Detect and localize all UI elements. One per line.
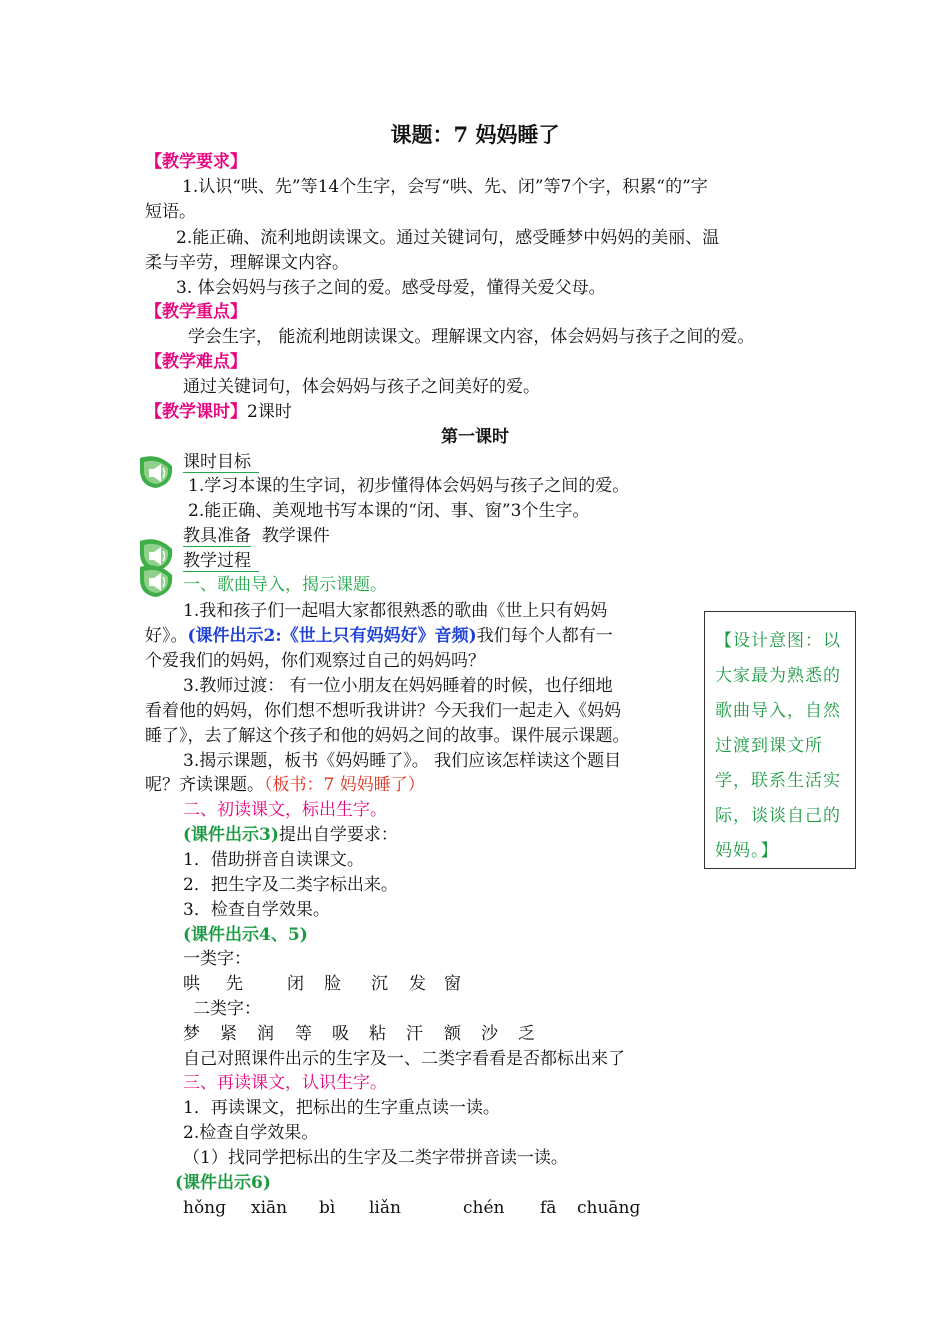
char: 发 bbox=[409, 974, 426, 994]
class-hours bbox=[145, 401, 292, 423]
step-1-para-3: 3.揭示课题，板书《妈妈睡了》。 我们应该怎样读这个题目 bbox=[183, 751, 622, 771]
char: 汗 bbox=[406, 1024, 423, 1044]
char: 脸 bbox=[324, 974, 341, 994]
char: 紧 bbox=[220, 1024, 237, 1044]
char: 先 bbox=[226, 974, 243, 994]
pinyin: liǎn bbox=[369, 1198, 401, 1218]
char: 梦 bbox=[183, 1024, 200, 1044]
page-title: 课题：7 妈妈睡了 bbox=[390, 122, 560, 147]
key-points-text: 学会生字， 能流利地朗读课文。理解课文内容，体会妈妈与孩子之间的爱。 bbox=[188, 327, 755, 347]
goal-1: 1.学习本课的生字词，初步懂得体会妈妈与孩子之间的爱。 bbox=[188, 476, 630, 496]
pinyin: chuānɡ bbox=[577, 1198, 641, 1218]
step-1-heading: 一、歌曲导入，揭示课题。 bbox=[183, 575, 387, 595]
char: 乏 bbox=[518, 1024, 535, 1044]
step-3-item-1: 1．再读课文，把标出的生字重点读一读。 bbox=[183, 1098, 500, 1118]
goal-heading bbox=[183, 451, 259, 473]
step-2-media-line bbox=[183, 824, 398, 846]
design-intent-box: 【设计意图：以大家最为熟悉的歌曲导入，自然过渡到课文所学，联系生活实际，谈谈自己的妈妈。】 bbox=[704, 611, 856, 869]
char: 润 bbox=[257, 1024, 274, 1044]
media-note: (课件出示2:《世上只有妈妈好》音频) bbox=[187, 626, 477, 646]
char: 吸 bbox=[332, 1024, 349, 1044]
step-2-item-3: 3．检查自学效果。 bbox=[183, 900, 330, 920]
char: 粘 bbox=[369, 1024, 386, 1044]
step-3-heading: 三、再读课文，认识生字。 bbox=[183, 1073, 387, 1093]
step-1-para-2: 3.教师过渡： 有一位小朋友在妈妈睡着的时候，也仔细地 bbox=[183, 676, 613, 696]
hours-value: 2课时 bbox=[247, 402, 292, 422]
step-3-media: (课件出示6) bbox=[175, 1173, 271, 1193]
process-heading-text: 教学过程 bbox=[183, 551, 259, 572]
requirement-3: 3. 体会妈妈与孩子之间的爱。感受母爱，懂得关爱父母。 bbox=[176, 278, 606, 298]
pinyin: hǒnɡ bbox=[183, 1198, 227, 1218]
text-fragment: 我们每个人都有一 bbox=[476, 626, 613, 646]
step-1-para-2-cont: 看着他的妈妈，你们想不想听我讲讲？今天我们一起走入《妈妈 bbox=[145, 701, 621, 721]
step-2-item-1: 1．借助拼音自读课文。 bbox=[183, 850, 364, 870]
category-1-label: 一类字： bbox=[183, 949, 251, 969]
text-fragment: 提出自学要求： bbox=[278, 825, 398, 845]
difficulties-text: 通过关键词句，体会妈妈与孩子之间美好的爱。 bbox=[183, 377, 540, 397]
pinyin: chén bbox=[463, 1198, 505, 1218]
speaker-leaf-icon bbox=[136, 561, 176, 601]
step-2-media-2: (课件出示4、5) bbox=[183, 925, 308, 945]
section-heading-requirements: 【教学要求】 bbox=[145, 152, 247, 172]
step-2-heading: 二、初读课文，标出生字。 bbox=[183, 800, 387, 820]
category-1-chars bbox=[183, 973, 461, 995]
goal-heading-text: 课时目标 bbox=[183, 452, 259, 473]
text-fragment: 呢？齐读课题。 bbox=[145, 775, 264, 795]
char: 额 bbox=[444, 1024, 461, 1044]
pinyin: xiān bbox=[251, 1198, 288, 1218]
prep-heading: 教具准备 bbox=[183, 526, 251, 546]
char: 沉 bbox=[371, 974, 388, 994]
section-heading-key-points: 【教学重点】 bbox=[145, 302, 247, 322]
speaker-leaf-icon bbox=[136, 452, 176, 492]
pinyin: fā bbox=[540, 1198, 557, 1218]
prep-line bbox=[183, 525, 330, 547]
step-3-item-2: 2.检查自学效果。 bbox=[183, 1123, 319, 1143]
char: 窗 bbox=[444, 974, 461, 994]
step-1-para-1: 1.我和孩子们一起唱大家都很熟悉的歌曲《世上只有妈妈 bbox=[183, 601, 608, 621]
char: 沙 bbox=[481, 1024, 498, 1044]
step-3-item-3: （1）找同学把标出的生字及二类字带拼音读一读。 bbox=[183, 1148, 568, 1168]
requirement-2: 2.能正确、流利地朗读课文。通过关键词句，感受睡梦中妈妈的美丽、温 bbox=[176, 228, 720, 248]
pinyin-row bbox=[183, 1197, 640, 1219]
requirement-1-cont: 短语。 bbox=[145, 202, 196, 222]
category-2-chars bbox=[183, 1023, 535, 1045]
board-note: （板书：7 妈妈睡了） bbox=[264, 775, 425, 795]
step-2-item-2: 2．把生字及二类字标出来。 bbox=[183, 875, 398, 895]
lesson-one-heading: 第一课时 bbox=[441, 427, 509, 447]
process-heading bbox=[183, 550, 259, 572]
check-note: 自己对照课件出示的生字及一、二类字看看是否都标出来了 bbox=[183, 1049, 625, 1069]
requirement-2-cont: 柔与辛劳，理解课文内容。 bbox=[145, 253, 349, 273]
step-1-para-1-end: 个爱我们的妈妈，你们观察过自己的妈妈吗？ bbox=[145, 651, 485, 671]
media-note: (课件出示3) bbox=[183, 825, 279, 845]
char: 哄 bbox=[183, 974, 200, 994]
goal-2: 2.能正确、美观地书写本课的“闭、事、窗”3个生字。 bbox=[188, 501, 590, 521]
char: 闭 bbox=[287, 974, 304, 994]
char: 等 bbox=[295, 1024, 312, 1044]
section-heading-hours: 【教学课时】 bbox=[145, 402, 247, 422]
requirement-1: 1.认识“哄、先”等14个生字，会写“哄、先、闭”等7个字，积累“的”字 bbox=[182, 177, 708, 197]
step-1-para-3-cont bbox=[145, 774, 425, 796]
pinyin: bì bbox=[319, 1198, 336, 1218]
prep-text: 教学课件 bbox=[261, 526, 330, 546]
section-heading-difficulties: 【教学难点】 bbox=[145, 352, 247, 372]
text-fragment: 好》。 bbox=[145, 626, 188, 646]
step-1-para-1-cont bbox=[145, 625, 613, 647]
category-2-label: 二类字： bbox=[193, 999, 261, 1019]
step-1-para-2-end: 睡了》，去了解这个孩子和他的妈妈之间的故事。课件展示课题。 bbox=[145, 726, 630, 746]
